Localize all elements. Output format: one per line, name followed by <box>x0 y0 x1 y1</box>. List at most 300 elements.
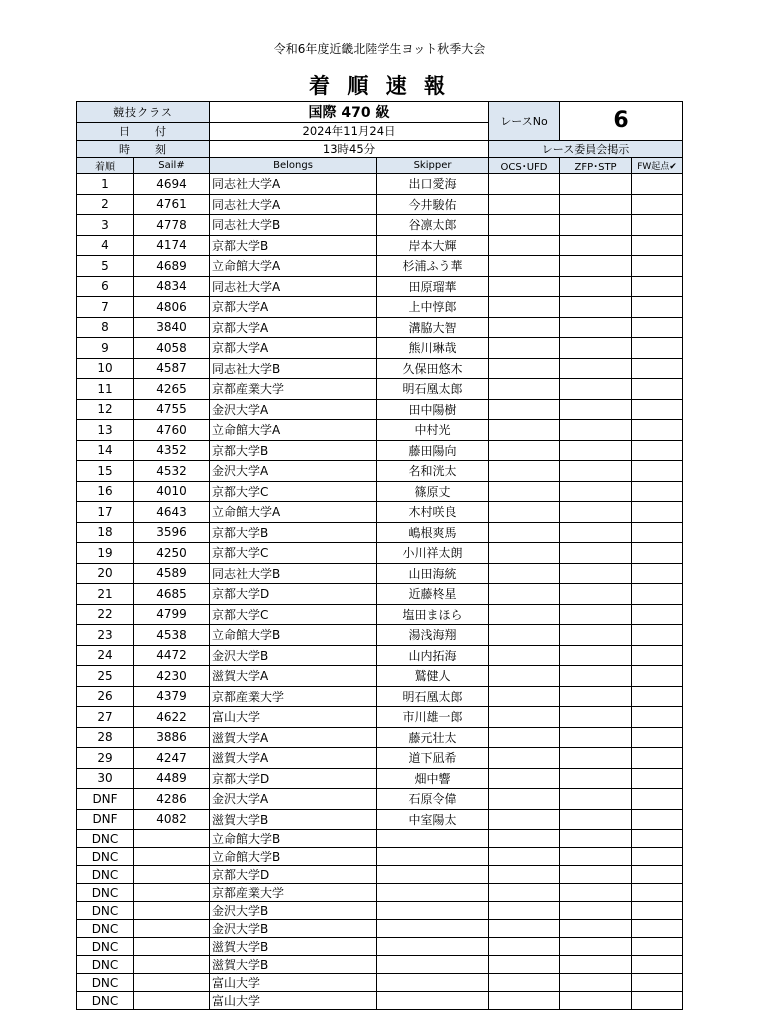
belongs-cell: 同志社大学B <box>210 563 377 584</box>
zfp-stp-cell <box>560 174 632 195</box>
ocs-ufd-cell <box>489 440 560 461</box>
fw-cell <box>632 379 683 400</box>
table-row <box>77 276 683 297</box>
position-cell: 13 <box>77 420 134 441</box>
zfp-stp-cell <box>560 420 632 441</box>
sail-number-cell <box>134 830 210 848</box>
skipper-cell: 中村光 <box>377 420 489 441</box>
fw-cell <box>632 276 683 297</box>
table-row <box>77 645 683 666</box>
table-row <box>77 399 683 420</box>
ocs-ufd-cell <box>489 379 560 400</box>
fw-cell <box>632 686 683 707</box>
sail-number-cell <box>134 866 210 884</box>
zfp-stp-cell <box>560 522 632 543</box>
belongs-cell: 京都大学D <box>210 866 377 884</box>
table-row <box>77 215 683 236</box>
position-cell: 16 <box>77 481 134 502</box>
belongs-cell: 滋賀大学A <box>210 666 377 687</box>
zfp-stp-cell <box>560 502 632 523</box>
ocs-ufd-cell <box>489 625 560 646</box>
skipper-cell: 鷲健人 <box>377 666 489 687</box>
zfp-stp-cell <box>560 920 632 938</box>
ocs-ufd-cell <box>489 956 560 974</box>
position-cell: 29 <box>77 748 134 769</box>
zfp-stp-cell <box>560 748 632 769</box>
fw-cell <box>632 174 683 195</box>
fw-cell <box>632 748 683 769</box>
fw-cell <box>632 256 683 277</box>
table-row <box>77 440 683 461</box>
skipper-cell <box>377 848 489 866</box>
position-cell: DNC <box>77 956 134 974</box>
ocs-ufd-cell <box>489 604 560 625</box>
ocs-ufd-cell <box>489 256 560 277</box>
table-row <box>77 543 683 564</box>
skipper-cell: 谷凛太郎 <box>377 215 489 236</box>
ocs-ufd-cell <box>489 235 560 256</box>
fw-cell <box>632 938 683 956</box>
belongs-cell: 金沢大学B <box>210 920 377 938</box>
table-row <box>77 584 683 605</box>
skipper-cell: 藤元壮太 <box>377 727 489 748</box>
skipper-cell: 名和洸太 <box>377 461 489 482</box>
zfp-stp-cell <box>560 686 632 707</box>
zfp-stp-cell <box>560 645 632 666</box>
position-cell: 22 <box>77 604 134 625</box>
class-value: 国際 470 級 <box>210 102 489 123</box>
fw-cell <box>632 727 683 748</box>
sail-number-cell: 4538 <box>134 625 210 646</box>
ocs-ufd-cell <box>489 543 560 564</box>
table-row <box>77 502 683 523</box>
position-cell: DNC <box>77 920 134 938</box>
sail-number-cell <box>134 848 210 866</box>
belongs-cell: 立命館大学A <box>210 502 377 523</box>
belongs-cell: 京都大学A <box>210 297 377 318</box>
ocs-ufd-cell <box>489 686 560 707</box>
dnc-row <box>77 992 683 1010</box>
position-cell: DNF <box>77 809 134 830</box>
ocs-ufd-cell <box>489 502 560 523</box>
skipper-cell <box>377 992 489 1010</box>
fw-cell <box>632 317 683 338</box>
sail-number-cell: 4694 <box>134 174 210 195</box>
zfp-stp-cell <box>560 848 632 866</box>
zfp-stp-cell <box>560 440 632 461</box>
zfp-stp-cell <box>560 297 632 318</box>
position-cell: 21 <box>77 584 134 605</box>
position-cell: 12 <box>77 399 134 420</box>
position-cell: 28 <box>77 727 134 748</box>
skipper-cell: 道下凪希 <box>377 748 489 769</box>
ocs-ufd-cell <box>489 902 560 920</box>
skipper-cell: 明石凰太郎 <box>377 379 489 400</box>
position-cell: 15 <box>77 461 134 482</box>
dnc-row <box>77 902 683 920</box>
belongs-cell: 同志社大学A <box>210 174 377 195</box>
table-row <box>77 522 683 543</box>
sail-number-cell <box>134 902 210 920</box>
position-cell: 27 <box>77 707 134 728</box>
table-row <box>77 317 683 338</box>
belongs-cell: 同志社大学A <box>210 194 377 215</box>
sail-number-cell: 4472 <box>134 645 210 666</box>
ocs-ufd-cell <box>489 584 560 605</box>
zfp-stp-cell <box>560 563 632 584</box>
fw-cell <box>632 645 683 666</box>
fw-cell <box>632 809 683 830</box>
col-header-belongs: Belongs <box>210 158 377 174</box>
results-table <box>76 101 683 1010</box>
table-row <box>77 727 683 748</box>
fw-cell <box>632 707 683 728</box>
fw-cell <box>632 215 683 236</box>
zfp-stp-cell <box>560 974 632 992</box>
sail-number-cell: 4247 <box>134 748 210 769</box>
sail-number-cell: 4352 <box>134 440 210 461</box>
belongs-cell: 京都大学D <box>210 768 377 789</box>
position-cell: DNC <box>77 866 134 884</box>
belongs-cell: 金沢大学B <box>210 645 377 666</box>
table-row <box>77 461 683 482</box>
belongs-cell: 京都大学C <box>210 481 377 502</box>
fw-cell <box>632 297 683 318</box>
sail-number-cell: 4799 <box>134 604 210 625</box>
skipper-cell: 近藤柊星 <box>377 584 489 605</box>
position-cell: DNC <box>77 830 134 848</box>
position-cell: 8 <box>77 317 134 338</box>
skipper-cell: 畑中響 <box>377 768 489 789</box>
fw-cell <box>632 884 683 902</box>
dnc-row <box>77 866 683 884</box>
skipper-cell: 湯浅海翔 <box>377 625 489 646</box>
table-row <box>77 604 683 625</box>
zfp-stp-cell <box>560 809 632 830</box>
skipper-cell: 田中陽樹 <box>377 399 489 420</box>
fw-cell <box>632 789 683 810</box>
ocs-ufd-cell <box>489 420 560 441</box>
table-row <box>77 809 683 830</box>
position-cell: 26 <box>77 686 134 707</box>
sail-number-cell <box>134 884 210 902</box>
ocs-ufd-cell <box>489 938 560 956</box>
sail-number-cell: 4643 <box>134 502 210 523</box>
ocs-ufd-cell <box>489 920 560 938</box>
col-header-ocs-ufd: OCS･UFD <box>489 158 560 174</box>
position-cell: 18 <box>77 522 134 543</box>
table-row <box>77 563 683 584</box>
skipper-cell: 小川祥太朗 <box>377 543 489 564</box>
zfp-stp-cell <box>560 461 632 482</box>
skipper-cell: 山田海統 <box>377 563 489 584</box>
zfp-stp-cell <box>560 543 632 564</box>
belongs-cell: 富山大学 <box>210 992 377 1010</box>
ocs-ufd-cell <box>489 707 560 728</box>
fw-cell <box>632 502 683 523</box>
zfp-stp-cell <box>560 992 632 1010</box>
sail-number-cell: 4230 <box>134 666 210 687</box>
sail-number-cell: 4689 <box>134 256 210 277</box>
ocs-ufd-cell <box>489 848 560 866</box>
fw-cell <box>632 420 683 441</box>
skipper-cell: 熊川琳哉 <box>377 338 489 359</box>
sail-number-cell <box>134 974 210 992</box>
ocs-ufd-cell <box>489 666 560 687</box>
skipper-cell: 山内拓海 <box>377 645 489 666</box>
sail-number-cell: 4622 <box>134 707 210 728</box>
position-cell: 9 <box>77 338 134 359</box>
belongs-cell: 京都大学B <box>210 440 377 461</box>
belongs-cell: 富山大学 <box>210 974 377 992</box>
skipper-cell: 岸本大輝 <box>377 235 489 256</box>
zfp-stp-cell <box>560 481 632 502</box>
zfp-stp-cell <box>560 215 632 236</box>
belongs-cell: 京都産業大学 <box>210 379 377 400</box>
skipper-cell: 藤田陽向 <box>377 440 489 461</box>
belongs-cell: 立命館大学B <box>210 830 377 848</box>
belongs-cell: 京都大学A <box>210 338 377 359</box>
sail-number-cell: 4589 <box>134 563 210 584</box>
fw-cell <box>632 584 683 605</box>
sail-number-cell: 3886 <box>134 727 210 748</box>
col-header-skipper: Skipper <box>377 158 489 174</box>
belongs-cell: 同志社大学B <box>210 215 377 236</box>
ocs-ufd-cell <box>489 809 560 830</box>
zfp-stp-cell <box>560 358 632 379</box>
skipper-cell: 塩田まほら <box>377 604 489 625</box>
skipper-cell: 出口愛海 <box>377 174 489 195</box>
race-no-value: 6 <box>560 102 683 141</box>
ocs-ufd-cell <box>489 194 560 215</box>
skipper-cell <box>377 884 489 902</box>
belongs-cell: 滋賀大学B <box>210 938 377 956</box>
sail-number-cell: 4761 <box>134 194 210 215</box>
dnc-row <box>77 848 683 866</box>
ocs-ufd-cell <box>489 276 560 297</box>
table-row <box>77 256 683 277</box>
table-row <box>77 420 683 441</box>
ocs-ufd-cell <box>489 481 560 502</box>
zfp-stp-cell <box>560 399 632 420</box>
fw-cell <box>632 956 683 974</box>
fw-cell <box>632 848 683 866</box>
position-cell: DNC <box>77 902 134 920</box>
zfp-stp-cell <box>560 884 632 902</box>
event-subtitle: 令和6年度近畿北陸学生ヨット秋季大会 <box>273 42 486 56</box>
belongs-cell: 富山大学 <box>210 707 377 728</box>
fw-cell <box>632 830 683 848</box>
belongs-cell: 京都大学B <box>210 235 377 256</box>
date-label: 日 付 <box>77 123 210 141</box>
ocs-ufd-cell <box>489 866 560 884</box>
belongs-cell: 立命館大学B <box>210 625 377 646</box>
skipper-cell: 嶋根爽馬 <box>377 522 489 543</box>
position-cell: 24 <box>77 645 134 666</box>
table-row <box>77 686 683 707</box>
skipper-cell <box>377 830 489 848</box>
zfp-stp-cell <box>560 317 632 338</box>
fw-cell <box>632 866 683 884</box>
zfp-stp-cell <box>560 866 632 884</box>
belongs-cell: 金沢大学B <box>210 902 377 920</box>
position-cell: 20 <box>77 563 134 584</box>
sail-number-cell: 3840 <box>134 317 210 338</box>
belongs-cell: 立命館大学B <box>210 848 377 866</box>
sail-number-cell: 4250 <box>134 543 210 564</box>
skipper-cell <box>377 974 489 992</box>
race-no-label: レースNo <box>489 102 560 141</box>
fw-cell <box>632 563 683 584</box>
table-row <box>77 235 683 256</box>
table-row <box>77 174 683 195</box>
time-label: 時 刻 <box>77 140 210 158</box>
belongs-cell: 滋賀大学A <box>210 748 377 769</box>
ocs-ufd-cell <box>489 399 560 420</box>
sail-number-cell: 4806 <box>134 297 210 318</box>
skipper-cell: 篠原丈 <box>377 481 489 502</box>
col-header-sail: Sail# <box>134 158 210 174</box>
ocs-ufd-cell <box>489 358 560 379</box>
zfp-stp-cell <box>560 584 632 605</box>
belongs-cell: 京都大学B <box>210 522 377 543</box>
position-cell: 1 <box>77 174 134 195</box>
fw-cell <box>632 543 683 564</box>
skipper-cell: 明石凰太郎 <box>377 686 489 707</box>
position-cell: 3 <box>77 215 134 236</box>
fw-cell <box>632 481 683 502</box>
zfp-stp-cell <box>560 338 632 359</box>
fw-cell <box>632 358 683 379</box>
dnc-row <box>77 956 683 974</box>
fw-cell <box>632 902 683 920</box>
belongs-cell: 京都産業大学 <box>210 884 377 902</box>
dnc-row <box>77 938 683 956</box>
zfp-stp-cell <box>560 830 632 848</box>
skipper-cell: 久保田悠木 <box>377 358 489 379</box>
zfp-stp-cell <box>560 194 632 215</box>
sail-number-cell: 4755 <box>134 399 210 420</box>
skipper-cell <box>377 920 489 938</box>
skipper-cell: 木村咲良 <box>377 502 489 523</box>
page-title: 着 順 速 報 <box>309 74 450 98</box>
zfp-stp-cell <box>560 789 632 810</box>
dnc-row <box>77 920 683 938</box>
fw-cell <box>632 920 683 938</box>
sail-number-cell <box>134 938 210 956</box>
position-cell: 17 <box>77 502 134 523</box>
sail-number-cell: 4760 <box>134 420 210 441</box>
table-row <box>77 748 683 769</box>
position-cell: DNC <box>77 848 134 866</box>
position-cell: 25 <box>77 666 134 687</box>
skipper-cell: 杉浦ふう華 <box>377 256 489 277</box>
dnc-row <box>77 974 683 992</box>
belongs-cell: 立命館大学A <box>210 420 377 441</box>
belongs-cell: 京都大学C <box>210 604 377 625</box>
sail-number-cell: 4286 <box>134 789 210 810</box>
dnc-row <box>77 884 683 902</box>
fw-cell <box>632 625 683 646</box>
belongs-cell: 滋賀大学A <box>210 727 377 748</box>
sail-number-cell: 4379 <box>134 686 210 707</box>
sail-number-cell: 4685 <box>134 584 210 605</box>
position-cell: DNC <box>77 938 134 956</box>
position-cell: DNC <box>77 974 134 992</box>
position-cell: 23 <box>77 625 134 646</box>
position-cell: 6 <box>77 276 134 297</box>
position-cell: DNF <box>77 789 134 810</box>
sail-number-cell <box>134 992 210 1010</box>
skipper-cell <box>377 938 489 956</box>
belongs-cell: 金沢大学A <box>210 461 377 482</box>
ocs-ufd-cell <box>489 768 560 789</box>
zfp-stp-cell <box>560 256 632 277</box>
table-row <box>77 194 683 215</box>
table-row <box>77 789 683 810</box>
zfp-stp-cell <box>560 379 632 400</box>
zfp-stp-cell <box>560 235 632 256</box>
fw-cell <box>632 235 683 256</box>
belongs-cell: 滋賀大学B <box>210 809 377 830</box>
belongs-cell: 京都大学A <box>210 317 377 338</box>
position-cell: 14 <box>77 440 134 461</box>
col-header-fw: FW起点✔ <box>632 158 683 174</box>
ocs-ufd-cell <box>489 215 560 236</box>
notice-label: レース委員会掲示 <box>489 140 683 158</box>
table-row <box>77 666 683 687</box>
position-cell: 19 <box>77 543 134 564</box>
fw-cell <box>632 768 683 789</box>
fw-cell <box>632 338 683 359</box>
time-value: 13時45分 <box>210 140 489 158</box>
skipper-cell <box>377 956 489 974</box>
table-row <box>77 379 683 400</box>
skipper-cell: 市川雄一郎 <box>377 707 489 728</box>
belongs-cell: 金沢大学A <box>210 789 377 810</box>
belongs-cell: 京都大学D <box>210 584 377 605</box>
zfp-stp-cell <box>560 625 632 646</box>
table-row <box>77 625 683 646</box>
zfp-stp-cell <box>560 604 632 625</box>
col-header-zfp-stp: ZFP･STP <box>560 158 632 174</box>
position-cell: 5 <box>77 256 134 277</box>
table-row <box>77 297 683 318</box>
zfp-stp-cell <box>560 956 632 974</box>
zfp-stp-cell <box>560 727 632 748</box>
ocs-ufd-cell <box>489 727 560 748</box>
sail-number-cell: 4010 <box>134 481 210 502</box>
fw-cell <box>632 399 683 420</box>
position-cell: DNC <box>77 992 134 1010</box>
table-row <box>77 768 683 789</box>
sail-number-cell: 4058 <box>134 338 210 359</box>
zfp-stp-cell <box>560 666 632 687</box>
ocs-ufd-cell <box>489 174 560 195</box>
fw-cell <box>632 974 683 992</box>
skipper-cell: 上中惇郎 <box>377 297 489 318</box>
fw-cell <box>632 440 683 461</box>
position-cell: 10 <box>77 358 134 379</box>
zfp-stp-cell <box>560 276 632 297</box>
ocs-ufd-cell <box>489 563 560 584</box>
sail-number-cell: 4532 <box>134 461 210 482</box>
fw-cell <box>632 522 683 543</box>
col-header-position: 着順 <box>77 158 134 174</box>
ocs-ufd-cell <box>489 830 560 848</box>
sail-number-cell: 4778 <box>134 215 210 236</box>
skipper-cell <box>377 902 489 920</box>
